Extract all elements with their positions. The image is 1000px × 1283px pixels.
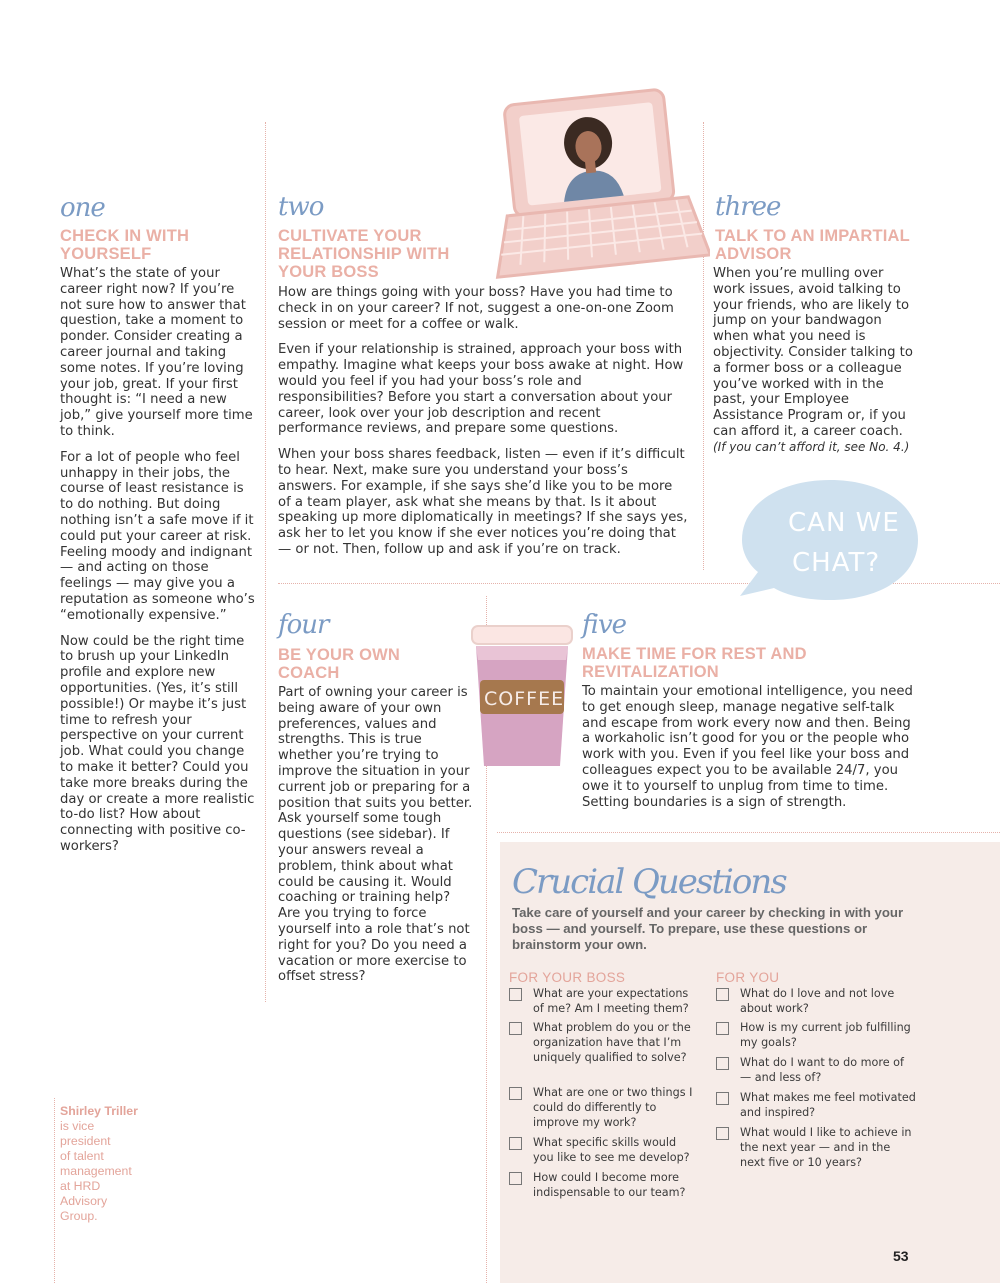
author-byline bbox=[60, 1104, 138, 1224]
chat-bubble-text-2: CHAT? bbox=[792, 548, 881, 578]
section-body-two bbox=[278, 285, 688, 568]
paragraph: What’s the state of your career right now? If you’re not sure how to answer that question, take a moment to ponder. Consider creating a career journal and taking some notes. If you’re loving your job, great. If your first thought is: “I need a new job,” give yourself more time to think. bbox=[60, 266, 253, 439]
checkbox[interactable] bbox=[716, 1127, 729, 1140]
chat-bubble-illustration bbox=[730, 472, 930, 612]
section-heading-five: MAKE TIME FOR REST AND REVITALIZATION bbox=[582, 645, 807, 681]
section-number-four: four bbox=[278, 610, 329, 640]
checkbox[interactable] bbox=[509, 1087, 522, 1100]
section-heading-three: TALK TO AN IMPARTIAL ADVISOR bbox=[715, 227, 910, 263]
paragraph: For a lot of people who feel unhappy in their jobs, the course of least resistance is to do nothing. But doing nothing isn’t a safe move if it could put your career at risk. Feeling moody and indignant — and acting on those feelings — may give you a reputation as someone who’s “emotionally expensive.” bbox=[60, 449, 255, 623]
question-text: What makes me feel motivated and inspired? bbox=[740, 1091, 916, 1119]
byline-line: at HRD bbox=[60, 1179, 101, 1193]
checkbox[interactable] bbox=[509, 1022, 522, 1035]
boss-question-item[interactable] bbox=[509, 1085, 699, 1130]
checkbox[interactable] bbox=[509, 1172, 522, 1185]
section-number-one: one bbox=[60, 193, 105, 223]
section-number-three: three bbox=[715, 192, 781, 222]
self-question-item[interactable] bbox=[716, 1090, 916, 1120]
byline-line: management bbox=[60, 1164, 132, 1178]
boss-question-item[interactable] bbox=[509, 986, 699, 1016]
section-body-three bbox=[713, 266, 913, 456]
self-question-item[interactable] bbox=[716, 1125, 916, 1170]
section-number-two: two bbox=[278, 192, 324, 222]
section-body-one bbox=[60, 266, 260, 865]
self-questions-heading: FOR YOU bbox=[716, 970, 780, 985]
self-question-item[interactable] bbox=[716, 1055, 916, 1085]
sidebar-title: Crucial Questions bbox=[512, 862, 786, 902]
row-divider-2 bbox=[497, 832, 1000, 833]
question-text: What would I like to achieve in the next year — and in the next five or 10 years? bbox=[740, 1126, 912, 1169]
checkbox[interactable] bbox=[716, 1092, 729, 1105]
sidebar-intro: Take care of yourself and your career by checking in with your boss — and yourself. To prepare, use these questions or brainstorm your own. bbox=[512, 905, 904, 952]
laptop-illustration bbox=[490, 80, 710, 280]
byline-line: president bbox=[60, 1134, 111, 1148]
question-text: What problem do you or the organization have that I’m uniquely qualified to solve? bbox=[533, 1021, 691, 1064]
byline-line: is vice bbox=[60, 1119, 95, 1133]
section-heading-one: CHECK IN WITH YOURSELF bbox=[60, 227, 190, 263]
checkbox[interactable] bbox=[716, 1022, 729, 1035]
paragraph: Even if your relationship is strained, approach your boss with empathy. Imagine what keeps your boss awake at night. How would you feel if you had your boss’s role and responsibilities? Before you start a conversation about your career, look over your job description and recent performance reviews, and prepare some questions. bbox=[278, 342, 684, 437]
self-question-item[interactable] bbox=[716, 1020, 916, 1050]
boss-question-item[interactable] bbox=[509, 1020, 699, 1065]
boss-questions-heading: FOR YOUR BOSS bbox=[509, 970, 626, 985]
section-heading-two: CULTIVATE YOUR RELATIONSHIP WITH YOUR BOSS bbox=[278, 227, 450, 281]
author-name: Shirley Triller bbox=[60, 1104, 138, 1118]
byline-line: of talent bbox=[60, 1149, 104, 1163]
question-text: What specific skills would you like to see me develop? bbox=[533, 1136, 690, 1164]
paragraph: Part of owning your career is being aware of your own preferences, values and strengths. This is true whether you’re trying to improve the situation in your current job or preparing for a position that suits you better. Ask yourself some tough questions (see sidebar). If your answers reveal a problem, think about what could be causing it. Would coaching or training help? Are you trying to force yourself into a role that’s not right for you? Do you need a vacation or more exercise to offset stress? bbox=[278, 685, 473, 985]
checkbox[interactable] bbox=[716, 1057, 729, 1070]
section-number-five: five bbox=[582, 610, 627, 640]
paragraph: To maintain your emotional intelligence, you need to get enough sleep, manage negative self-talk and escape from work every now and then. Being a workaholic isn’t good for you or the people who work with you. Even if you feel like your boss and colleagues expect you to be available 24/7, you owe it to yourself to unplug from time to time. Setting boundaries is a sign of strength. bbox=[582, 684, 913, 810]
question-text: How is my current job fulfilling my goals? bbox=[740, 1021, 911, 1049]
chat-bubble-text-1: CAN WE bbox=[788, 508, 900, 538]
coffee-label: COFFEE bbox=[484, 688, 565, 710]
checkbox[interactable] bbox=[509, 1137, 522, 1150]
byline-divider bbox=[54, 1098, 55, 1283]
question-text: What do I love and not love about work? bbox=[740, 987, 895, 1015]
boss-question-item[interactable] bbox=[509, 1170, 699, 1200]
byline-line: Group. bbox=[60, 1209, 98, 1223]
paragraph: When you’re mulling over work issues, avoid talking to your friends, who are likely to jump on your bandwagon when what you need is objectivity. Consider talking to a former boss or a colleague you’ve worked with in the past, your Employee Assistance Program or, if you can afford it, a career coach. bbox=[713, 266, 913, 439]
checkbox[interactable] bbox=[509, 988, 522, 1001]
column-divider-1 bbox=[265, 122, 266, 1002]
question-text: How could I become more indispensable to our team? bbox=[533, 1171, 686, 1199]
question-text: What are one or two things I could do differently to improve my work? bbox=[533, 1086, 693, 1129]
question-text: What do I want to do more of — and less of? bbox=[740, 1056, 904, 1084]
section-body-five bbox=[582, 684, 922, 820]
paragraph: When your boss shares feedback, listen — even if it’s difficult to hear. Next, make sure you understand your boss’s answers. For example, if she says she’d like you to be more of a team player, ask what she means by that. Is it about speaking up more diplomatically in meetings? If she says yes, ask her to let you know if she ever notices you’re doing that — or not. Then, follow up and ask if you’re on track. bbox=[278, 447, 688, 557]
checkbox[interactable] bbox=[716, 988, 729, 1001]
paragraph-note: (If you can’t afford it, see No. 4.) bbox=[713, 439, 910, 454]
paragraph: Now could be the right time to brush up your LinkedIn profile and explore new opportunities. (Yes, it’s still possible!) Or maybe it’s just time to refresh your perspective on your current job. What could you change to make it better? Could you take more breaks during the day or create a more realistic to-do list? How about connecting with positive co-workers? bbox=[60, 633, 255, 854]
page-number: 53 bbox=[893, 1248, 909, 1264]
section-body-four bbox=[278, 685, 474, 995]
paragraph: How are things going with your boss? Have you had time to check in on your career? If not, suggest a one-on-one Zoom session or meet for a coffee or walk. bbox=[278, 285, 674, 332]
self-question-item[interactable] bbox=[716, 986, 916, 1016]
section-heading-four: BE YOUR OWN COACH bbox=[278, 646, 400, 682]
byline-line: Advisory bbox=[60, 1194, 108, 1208]
boss-question-item[interactable] bbox=[509, 1135, 699, 1165]
question-text: What are your expectations of me? Am I meeting them? bbox=[533, 987, 689, 1015]
